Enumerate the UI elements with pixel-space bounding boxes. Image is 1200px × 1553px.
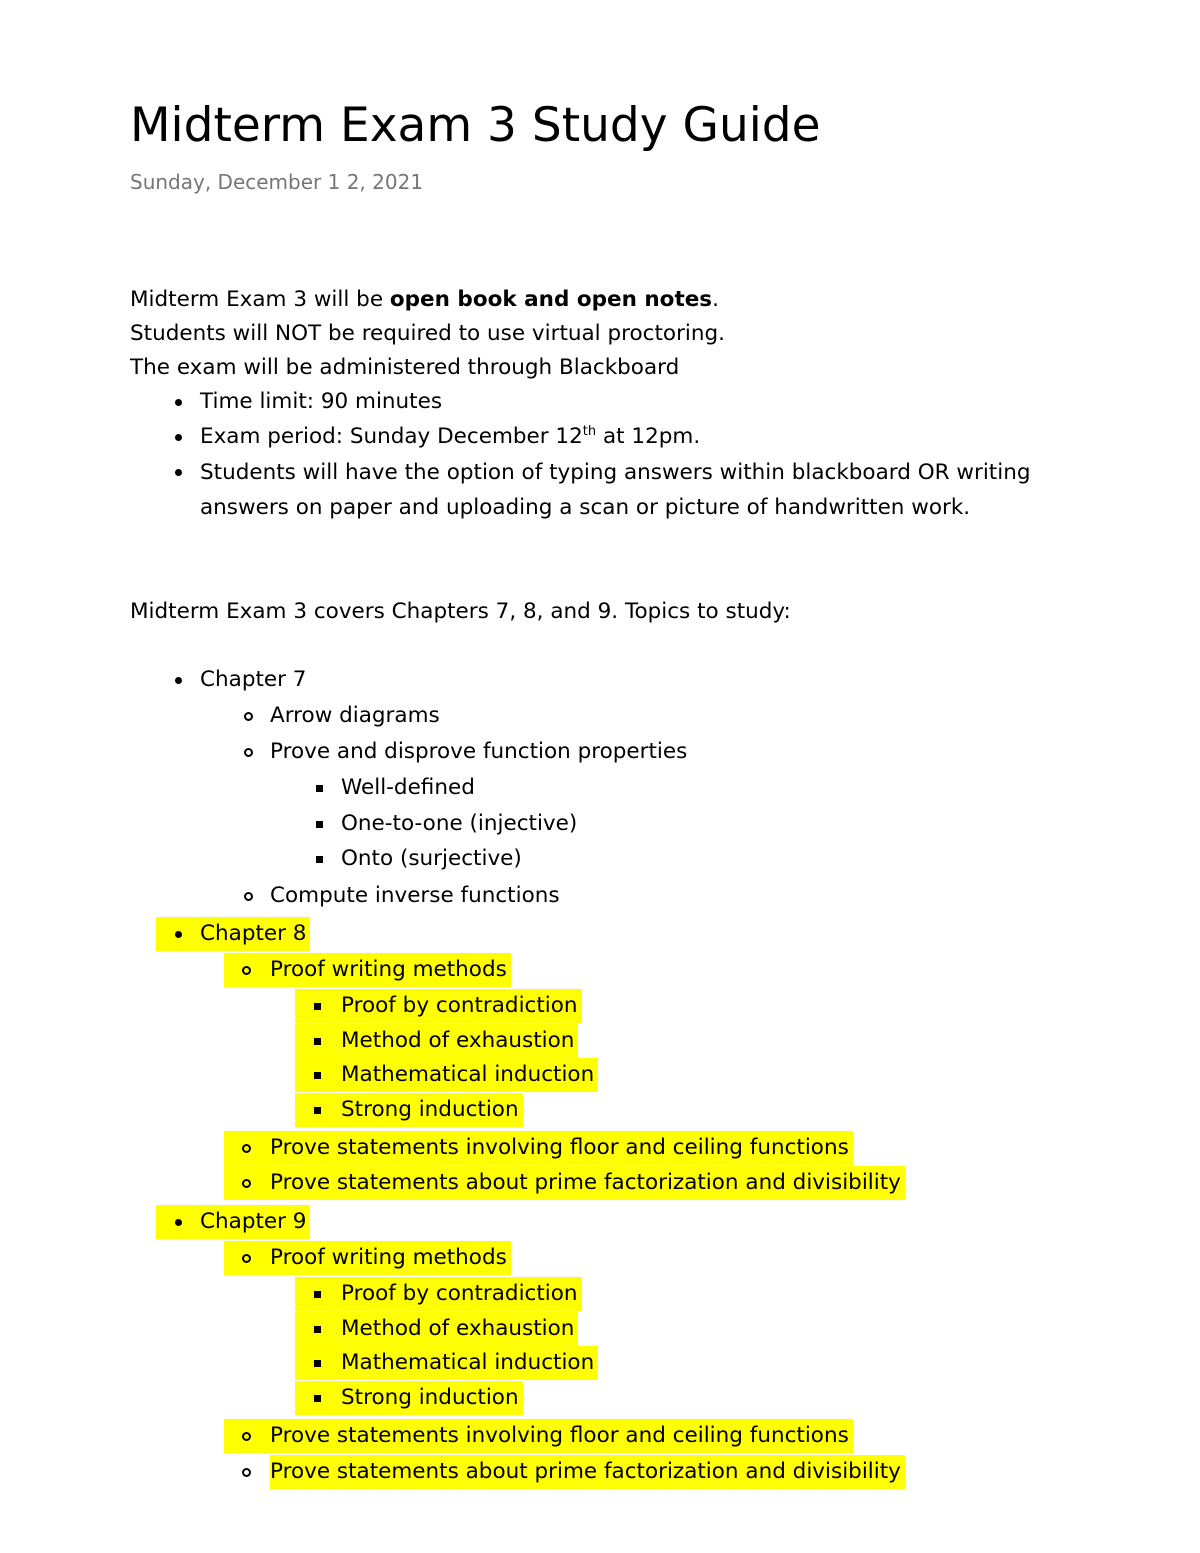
topic-ch9-methods: [224, 1241, 511, 1275]
bullet-dot-icon: [156, 917, 200, 951]
intro-line-1-prefix: Midterm Exam 3 will be: [130, 287, 390, 312]
topic-label: One-to-one (injective): [341, 811, 578, 836]
bullet-square-icon: [295, 1024, 339, 1058]
topic-label: Proof writing methods: [270, 957, 507, 982]
topic-ch8-induction: [295, 1058, 598, 1092]
topic-label: Prove statements involving floor and ceiling functions: [270, 1135, 849, 1160]
topic-label: Chapter 7: [200, 667, 307, 692]
bullet-square-icon: [295, 989, 339, 1023]
topic-label: Mathematical induction: [341, 1062, 595, 1087]
topic-ch8-methods: [224, 953, 511, 987]
coverage-line: Midterm Exam 3 covers Chapters 7, 8, and 9. Topics to study:: [130, 599, 791, 624]
list-item-option-text: Students will have the option of typing answers within blackboard OR writing answers on paper and uploading a scan or picture of handwritten work.: [200, 460, 1031, 520]
topic-label: Mathematical induction: [341, 1350, 595, 1375]
topic-ch9-floor: [224, 1419, 853, 1453]
topic-label: Arrow diagrams: [270, 703, 440, 728]
topic-label: Prove statements involving floor and ceiling functions: [270, 1423, 849, 1448]
page-date: Sunday, December 1 2, 2021: [130, 170, 424, 194]
intro-line-1: [130, 285, 719, 315]
bullet-dot-icon: [156, 455, 200, 489]
topic-ch9-strong: [295, 1381, 523, 1415]
topic-chapter-8: [156, 917, 310, 951]
bullet-circle-icon: [224, 953, 268, 987]
bullet-dot-icon: [156, 385, 200, 419]
bullet-circle-icon: [224, 1455, 268, 1489]
bullet-circle-icon: [224, 1131, 268, 1165]
exam-period-prefix: Exam period: Sunday December 12: [200, 424, 583, 449]
topic-label: Onto (surjective): [341, 846, 522, 871]
topic-label: Chapter 9: [200, 1209, 307, 1234]
bullet-square-icon: [295, 1277, 339, 1311]
topic-ch9-induction: [295, 1346, 598, 1380]
bullet-square-icon: [295, 1346, 339, 1380]
bullet-square-icon: [297, 771, 341, 805]
intro-line-2: Students will NOT be required to use virtual proctoring.: [130, 321, 725, 346]
topic-ch8-floor: [224, 1131, 853, 1165]
bullet-square-icon: [295, 1381, 339, 1415]
bullet-circle-icon: [226, 699, 270, 733]
list-item-text: Time limit: 90 minutes: [200, 389, 443, 414]
bullet-square-icon: [297, 842, 341, 876]
topic-label: Prove and disprove function properties: [270, 739, 688, 764]
bullet-square-icon: [297, 807, 341, 841]
topic-label: Proof by contradiction: [341, 1281, 578, 1306]
bullet-circle-icon: [224, 1419, 268, 1453]
bullet-circle-icon: [226, 735, 270, 769]
bullet-dot-icon: [156, 1205, 200, 1239]
topic-ch8-prime: [224, 1166, 905, 1200]
topic-label: Well-defined: [341, 775, 475, 800]
topic-ch9-exhaustion: [295, 1312, 578, 1346]
page-title: Midterm Exam 3 Study Guide: [130, 98, 821, 153]
topic-ch8-exhaustion: [295, 1024, 578, 1058]
intro-line-3: The exam will be administered through Blackboard: [130, 355, 680, 380]
topic-label: Prove statements about prime factorization and divisibility: [270, 1455, 905, 1489]
topic-label: Proof by contradiction: [341, 993, 578, 1018]
topic-label: Strong induction: [341, 1385, 519, 1410]
list-item-text: [200, 420, 700, 454]
exam-period-suffix: at 12pm.: [596, 424, 701, 449]
bullet-square-icon: [295, 1093, 339, 1127]
topic-label: Chapter 8: [200, 921, 307, 946]
intro-line-1-suffix: .: [712, 287, 719, 312]
bullet-circle-icon: [226, 879, 270, 913]
topic-ch9-contradiction: [295, 1277, 582, 1311]
topic-label: Prove statements about prime factorization and divisibility: [270, 1170, 901, 1195]
topic-label: Strong induction: [341, 1097, 519, 1122]
bullet-dot-icon: [156, 663, 200, 697]
topic-label: Method of exhaustion: [341, 1316, 575, 1341]
bullet-circle-icon: [224, 1241, 268, 1275]
bullet-square-icon: [295, 1058, 339, 1092]
bullet-dot-icon: [156, 420, 200, 454]
exam-period-sup: th: [582, 423, 597, 439]
topic-chapter-9: [156, 1205, 310, 1239]
topic-label: Method of exhaustion: [341, 1028, 575, 1053]
intro-line-1-bold: open book and open notes: [389, 287, 713, 312]
bullet-circle-icon: [224, 1166, 268, 1200]
topic-label: Proof writing methods: [270, 1245, 507, 1270]
topic-ch8-strong: [295, 1093, 523, 1127]
topic-label: Compute inverse functions: [270, 883, 560, 908]
topic-ch8-contradiction: [295, 989, 582, 1023]
bullet-square-icon: [295, 1312, 339, 1346]
